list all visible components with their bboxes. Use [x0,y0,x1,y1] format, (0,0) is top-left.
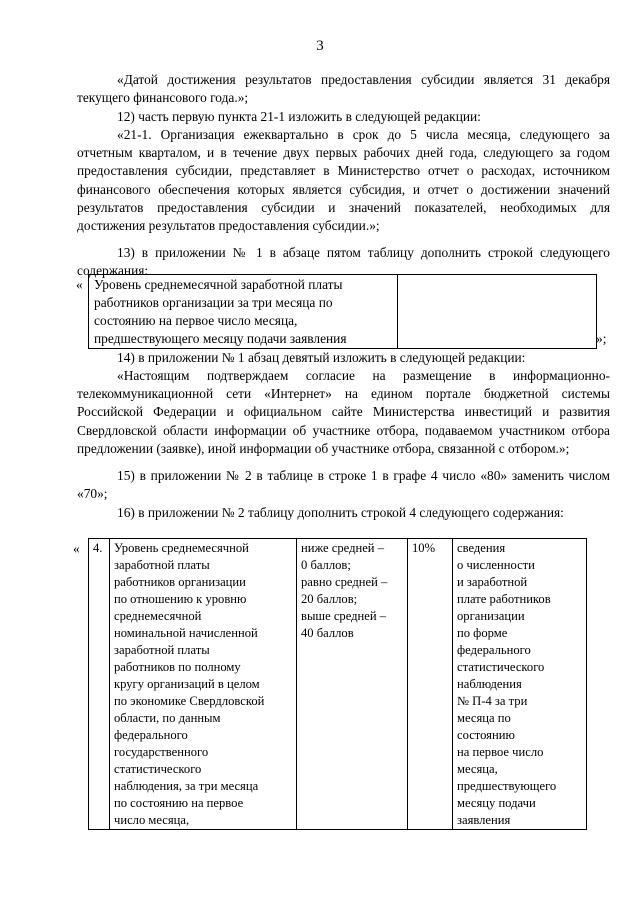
table2-open-quote: « [73,541,80,556]
table2-cell-source: сведения о численности и заработной плате работников организации по форме федерального статистического наблюдения № П-4 за три месяца по состоянию на первое число месяца, предшествующего месяцу подачи заявления [453,539,587,830]
table1-cell-empty [398,275,597,349]
table1-close-quote: »; [596,331,607,346]
paragraph-item-14: 14) в приложении № 1 абзац девятый изложить в следующей редакции: [117,350,526,365]
paragraph-consent: «Настоящим подтверждаем согласие на размещение в информационно-телекоммуникационной сети «Интернет» на едином портале бюджетной системы Российской Федерации и официальном сайте Министерства инвестиций и развития Свердловской области информации об участнике отбора, подаваемом участником отбора предложении (заявке), иной информации об участнике отбора, связанной с отбором.»; [77,368,610,456]
table2-cell-scores: ниже средней – 0 баллов; равно средней – 20 баллов; выше средней – 40 баллов [297,539,408,830]
paragraph-item-16: 16) в приложении № 2 таблицу дополнить строкой 4 следующего содержания: [117,505,564,520]
table2-cell-number: 4. [89,539,110,830]
paragraph-clause-21-1: «21-1. Организация ежеквартально в срок до 5 числа месяца, следующего за отчетным кварталом, и в течение двух первых рабочих дней года, следующего за годом предоставления субсидии, представляет в Министерство отчет о расходах, источником финансового обеспечения которых является субсидия, и отчет о достижении значений результатов предоставления субсидии и значений показателей, необходимых для достижения результатов предоставления субсидии.»; [77,127,610,234]
paragraph-result-date: «Датой достижения результатов предоставления субсидии является 31 декабря текущего финансового года.»; [77,72,610,106]
table2-cell-criterion: Уровень среднемесячной заработной платы работников организации по отношению к уровню среднемесячной номинальной начисленной заработной платы работников по полному кругу организаций в целом по экономике Свердловской области, по данным федерального государственного статистического наблюдения, за три месяца по состоянию на первое число месяца, [110,539,297,830]
page-number: 3 [316,38,324,54]
table1-open-quote: « [76,277,83,292]
paragraph-item-12: 12) часть первую пункта 21-1 изложить в следующей редакции: [117,109,481,124]
table2 [88,538,587,830]
table2-cell-weight: 10% [408,539,453,830]
paragraph-item-13: 13) в приложении № 1 в абзаце пятом таблицу дополнить строкой следующего содержания: [77,245,610,279]
table1-cell-indicator: Уровень среднемесячной заработной платы работников организации за три месяца по состоянию на первое число месяца, предшествующего месяцу подачи заявления [89,275,398,349]
table-row [89,539,587,830]
table1 [88,274,597,349]
table-row [89,275,597,349]
paragraph-item-15: 15) в приложении № 2 в таблице в строке 1 в графе 4 число «80» заменить числом «70»; [77,468,610,502]
